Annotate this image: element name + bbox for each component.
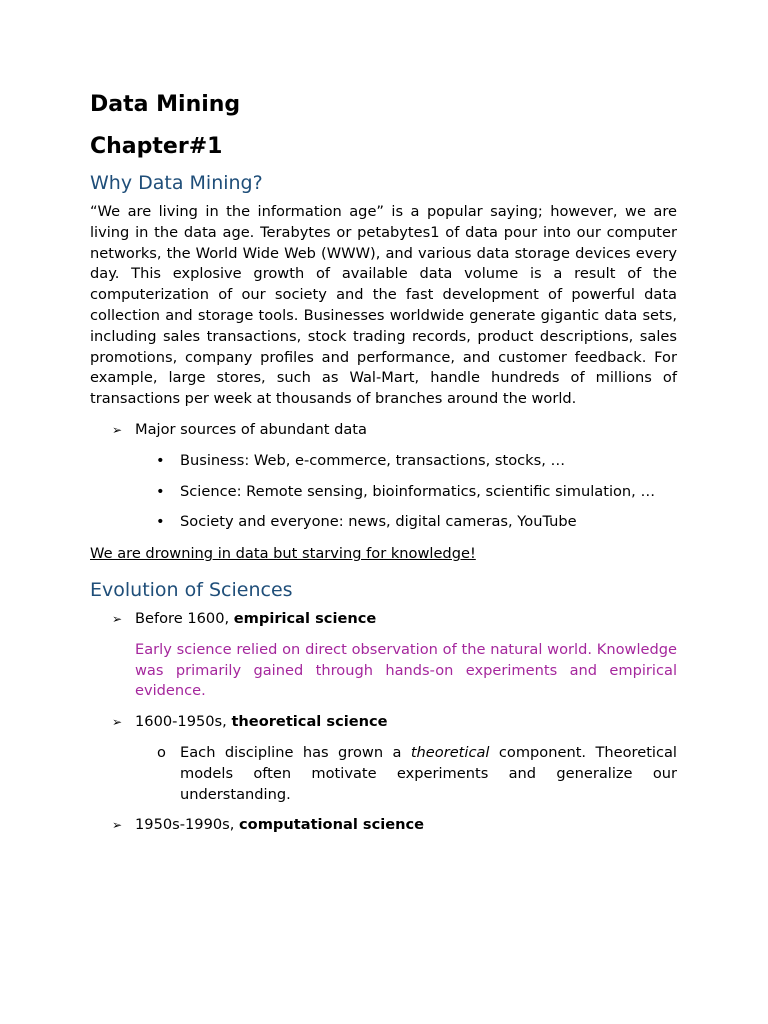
sub-item-text-before: Each discipline has grown a bbox=[180, 743, 411, 761]
list-item-bold: empirical science bbox=[233, 609, 377, 627]
document-title: Data Mining bbox=[90, 92, 241, 117]
sub-item-text-after: component. Theoretical models often motivate experiments and generalize our understanding. bbox=[180, 743, 677, 803]
arrow-bullet-icon: ➢ bbox=[112, 611, 123, 626]
empirical-science-note: Early science relied on direct observation of the natural world. Knowledge was primarily gained through hands-on experiments and empirical evidence. bbox=[135, 640, 677, 700]
sub-item-italic: theoretical bbox=[410, 743, 490, 761]
closing-underlined-text: We are drowning in data but starving for knowledge! bbox=[90, 545, 476, 563]
circle-bullet-icon: o bbox=[157, 743, 166, 761]
bullet-icon: • bbox=[156, 451, 165, 469]
section-heading-why-data-mining: Why Data Mining? bbox=[90, 172, 263, 194]
list-item-theoretical-science bbox=[90, 712, 677, 733]
bullet-item-society bbox=[90, 512, 677, 533]
closing-line bbox=[90, 543, 677, 565]
bullet-item-business bbox=[90, 451, 677, 472]
bullet-icon: • bbox=[156, 513, 165, 531]
list-item-prefix: Before 1600, bbox=[135, 609, 234, 627]
intro-paragraph: “We are living in the information age” is a popular saying; however, we are living in the data age. Terabytes or petabytes1 of data pour into our computer networks, the World Wide Web (WWW), and various data storage devices every day. This explosive growth of available data volume is a result of the computerization of our society and the fast development of powerful data collection and storage tools. Businesses worldwide generate gigantic data sets, including sales transactions, stock trading records, product descriptions, sales promotions, company profiles and performance, and customer feedback. For example, large stores, such as Wal-Mart, handle hundreds of millions of transactions per week at thousands of branches around the world. bbox=[90, 203, 677, 408]
list-item-prefix: 1600-1950s, bbox=[135, 713, 232, 731]
bullet-item-label: Science: Remote sensing, bioinformatics, scientific simulation, … bbox=[180, 482, 656, 500]
list-item-label: Major sources of abundant data bbox=[135, 420, 367, 438]
section-heading-evolution-of-sciences: Evolution of Sciences bbox=[90, 578, 293, 601]
bullet-item-label: Business: Web, e-commerce, transactions, stocks, … bbox=[180, 451, 566, 469]
list-item-prefix: 1950s-1990s, bbox=[135, 816, 240, 834]
bullet-icon: • bbox=[156, 482, 165, 500]
arrow-bullet-icon: ➢ bbox=[112, 818, 123, 833]
list-item-empirical-science bbox=[90, 609, 677, 630]
list-item-bold: theoretical science bbox=[231, 713, 388, 731]
chapter-title: Chapter#1 bbox=[90, 134, 223, 159]
list-item-bold: computational science bbox=[239, 816, 425, 834]
list-item-computational-science bbox=[90, 815, 677, 836]
arrow-bullet-icon: ➢ bbox=[112, 715, 123, 730]
document-body bbox=[90, 90, 677, 836]
bullet-item-label: Society and everyone: news, digital cameras, YouTube bbox=[180, 513, 577, 531]
arrow-bullet-icon: ➢ bbox=[112, 422, 123, 437]
list-item-major-sources bbox=[90, 420, 677, 441]
sub-item-theoretical-component bbox=[90, 743, 677, 805]
bullet-item-science bbox=[90, 482, 677, 503]
